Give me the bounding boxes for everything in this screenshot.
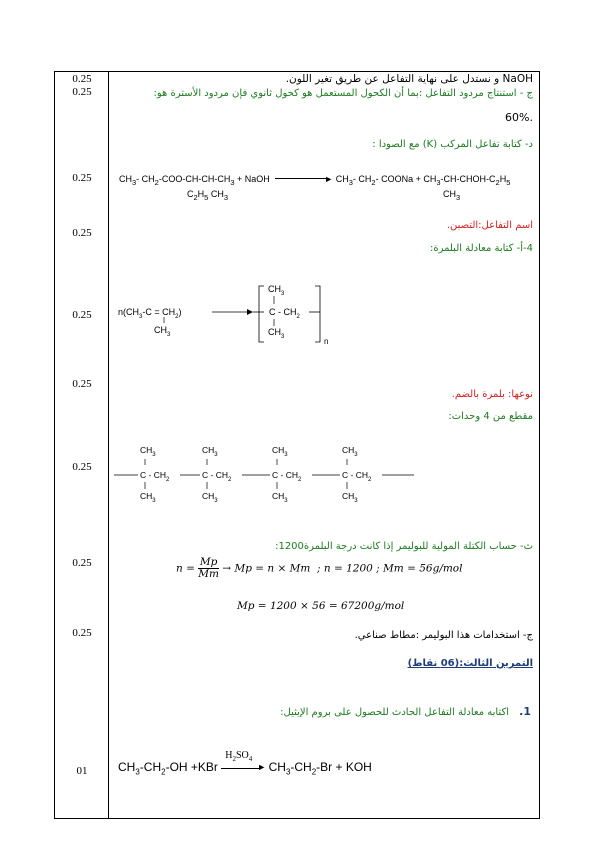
- points-cell: 0.25: [72, 73, 92, 85]
- points-cell: 0.25: [72, 557, 92, 569]
- points-cell: 0.25: [72, 309, 92, 321]
- saponification-equation: $CH_3-$ $CH_2-COO-CH-CH-CH_3$ + NaOH ► $CH_3-$ $CH_2-$ COONa + $CH_3-CH-CHOH-C_2H_5$: [119, 174, 511, 187]
- polymerization-type: نوعها: بلمرة بالضم.: [451, 389, 533, 400]
- svg-text:CH3: $CH_3$: [202, 491, 218, 504]
- question-one: اكتابه معادلة التفاعل الحادث للحصول على بروم الإيثيل:: [280, 707, 509, 718]
- catalyst-label: $H_2SO_4$: [225, 749, 253, 763]
- polymer-uses: ج- استخدامات هذا البوليمر :مطاط صناعي.: [354, 630, 533, 641]
- yield-line: ج - استنتاج مردود التفاعل :بما أن الكحول المستعمل هو كحول ثانوي فإن مردود الأسترة هو:: [153, 88, 533, 99]
- saponification-product-substituent: $CH_3$: [443, 189, 461, 202]
- molar-mass-result: Mp = 1200 × 56 = 67200g/mol: [237, 600, 405, 612]
- svg-text:CH3: $CH_3$: [342, 445, 358, 458]
- points-cell: 0.25: [72, 227, 92, 239]
- svg-text:C - CH2: C - $CH_2$: [202, 470, 232, 483]
- points-cell: 0.25: [72, 172, 92, 184]
- svg-text:CH3: $CH_3$: [268, 327, 285, 340]
- reaction-name: اسم التفاعل:التصبن.: [446, 220, 533, 231]
- svg-text:CH3: $CH_3$: [272, 491, 288, 504]
- svg-text:CH3: $CH_3$: [268, 284, 285, 297]
- svg-text:CH3: $CH_3$: [342, 491, 358, 504]
- k-reaction-heading: د- كتابة تفاعل المركب (K) مع الصودا :: [372, 139, 533, 150]
- svg-text:CH3: $CH_3$: [272, 445, 288, 458]
- polymerization-heading: 4-أ- كتابة معادلة البلمرة:: [429, 243, 533, 254]
- svg-text:CH3: $CH_3$: [140, 491, 156, 504]
- molar-mass-heading: ث- حساب الكتلة المولية للبوليمر إذا كانت درجة البلمرة1200:: [275, 541, 533, 552]
- reaction-arrow: [275, 178, 327, 179]
- saponification-substituents: $C_2H_5$ $CH_3$: [187, 189, 229, 202]
- naoh-line: NaOH و نستدل على نهاية التفاعل عن طريق تغير اللون.: [285, 73, 533, 85]
- svg-text:CH3: $CH_3$: [154, 325, 171, 338]
- points-cell: 01: [76, 765, 88, 777]
- svg-text:C - CH2: C - $CH_2$: [140, 470, 170, 483]
- polymer-segment: [112, 443, 422, 509]
- molar-mass-formula: n = $\frac{Mp}{Mm}$ → Mp = n × Mm ; n = 1200 ; Mm = 56g/mol: [176, 556, 463, 580]
- exercise-three-title: التمرين الثالث:(06 نقاط): [407, 658, 533, 669]
- points-cell: 0.25: [72, 86, 92, 98]
- svg-text:C - CH2: C - $CH_2$: [272, 470, 302, 483]
- polymerization-equation: [112, 278, 352, 350]
- svg-text:C - CH2: C - $CH_2$: [269, 307, 300, 320]
- svg-text:CH3: $CH_3$: [140, 445, 156, 458]
- segment-heading: مقطع من 4 وحدات:: [448, 411, 533, 422]
- points-cell: 0.25: [72, 627, 92, 639]
- svg-text:CH3: $CH_3$: [202, 445, 218, 458]
- svg-text:n(CH3-C = CH2): $n(CH_3-C = CH_2)$: [118, 307, 182, 320]
- svg-text:C - CH2: C - $CH_2$: [342, 470, 372, 483]
- points-cell: 0.25: [72, 461, 92, 473]
- points-column-divider: [108, 71, 109, 819]
- ethyl-bromide-equation: $CH_3-CH_2-OH +KBr$ $H_2SO_4$ ► $CH_3-CH_2-Br$ + KOH: [118, 749, 372, 777]
- yield-value: .60%: [505, 111, 533, 124]
- reaction-arrow: [221, 768, 261, 769]
- points-cell: 0.25: [72, 378, 92, 390]
- question-one-number: 1.: [519, 705, 531, 718]
- svg-text:n: n: [324, 337, 329, 346]
